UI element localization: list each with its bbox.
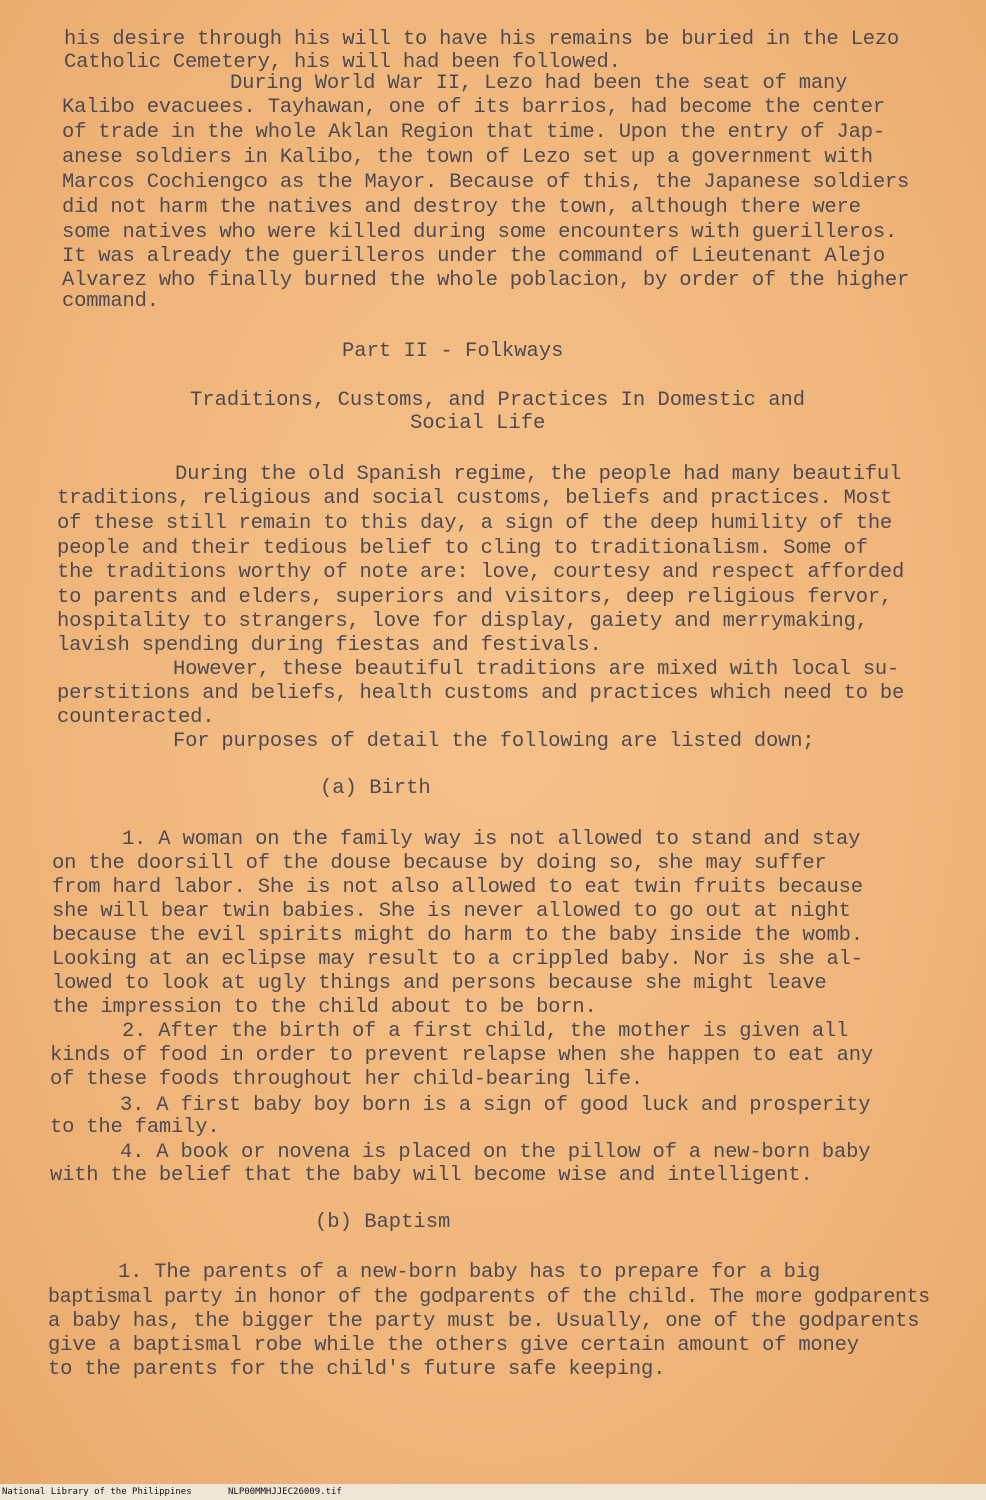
text-line: people and their tedious belief to cling to traditionalism. Some of: [57, 537, 868, 560]
text-line: to the parents for the child's future safe keeping.: [48, 1358, 666, 1381]
text-line: 4. A book or novena is placed on the pillow of a new-born baby: [120, 1141, 871, 1164]
text-line: hospitality to strangers, love for display, gaiety and merrymaking,: [57, 610, 868, 633]
text-line: anese soldiers in Kalibo, the town of Lezo set up a government with: [62, 146, 873, 169]
birth-heading: (a) Birth: [320, 777, 431, 800]
text-line: lavish spending during fiestas and festivals.: [57, 634, 602, 657]
file-name: NLP00MMHJJEC26009.tif: [228, 1487, 342, 1497]
text-line: to the family.: [50, 1116, 220, 1139]
baptism-heading: (b) Baptism: [315, 1211, 451, 1234]
text-line: did not harm the natives and destroy the town, although there were: [62, 196, 861, 219]
text-line: 1. A woman on the family way is not allowed to stand and stay: [122, 828, 861, 851]
text-line: 3. A first baby boy born is a sign of good luck and prosperity: [120, 1094, 871, 1117]
text-line: the traditions worthy of note are: love, courtesy and respect afforded: [57, 561, 905, 584]
text-line: command.: [62, 290, 159, 313]
text-line: However, these beautiful traditions are mixed with local su-: [173, 658, 900, 681]
text-line: the impression to the child about to be born.: [52, 996, 597, 1019]
text-line: For purposes of detail the following are listed down;: [173, 730, 815, 753]
text-line: lowed to look at ugly things and persons because she might leave: [52, 972, 827, 995]
text-line: 1. The parents of a new-born baby has to prepare for a big: [118, 1261, 820, 1284]
text-line: some natives who were killed during some encounters with guerilleros.: [62, 221, 898, 244]
text-line: traditions, religious and social customs, beliefs and practices. Most: [57, 487, 893, 510]
text-line: give a baptismal robe while the others give certain amount of money: [48, 1334, 859, 1357]
text-line: of these still remain to this day, a sign of the deep humility of the: [57, 512, 893, 535]
text-line: a baby has, the bigger the party must be. Usually, one of the godparents: [48, 1310, 920, 1333]
text-line: of these foods throughout her child-bearing life.: [50, 1068, 643, 1091]
text-line: It was already the guerilleros under the command of Lieutenant Alejo: [62, 245, 885, 268]
text-line: Kalibo evacuees. Tayhawan, one of its barrios, had become the center: [62, 96, 885, 119]
text-line: Alvarez who finally burned the whole poblacion, by order of the higher: [62, 269, 910, 292]
library-credit: National Library of the Philippines: [2, 1487, 192, 1497]
text-line: to parents and elders, superiors and visitors, deep religious fervor,: [57, 586, 893, 609]
text-line: from hard labor. She is not also allowed to eat twin fruits because: [52, 876, 863, 899]
text-line: Looking at an eclipse may result to a crippled baby. Nor is she al-: [52, 948, 863, 971]
text-line: Catholic Cemetery, his will had been followed.: [64, 51, 621, 74]
scan-footer: [0, 1484, 986, 1500]
text-line: During World War II, Lezo had been the seat of many: [230, 72, 848, 95]
section-heading: Traditions, Customs, and Practices In Domestic and: [190, 389, 806, 412]
text-line: because the evil spirits might do harm to the baby inside the womb.: [52, 924, 863, 947]
text-line: baptismal party in honor of the godparents of the child. The more godparents: [48, 1286, 930, 1309]
text-line: Marcos Cochiengco as the Mayor. Because of this, the Japanese soldiers: [62, 171, 910, 194]
text-line: 2. After the birth of a first child, the mother is given all: [122, 1020, 849, 1043]
section-heading: Social Life: [410, 412, 546, 435]
text-line: kinds of food in order to prevent relapse when she happen to eat any: [50, 1044, 873, 1067]
text-line: she will bear twin babies. She is never allowed to go out at night: [52, 900, 851, 923]
text-line: his desire through his will to have his remains be buried in the Lezo: [64, 28, 900, 51]
text-line: of trade in the whole Aklan Region that time. Upon the entry of Jap-: [62, 121, 885, 144]
text-line: counteracted.: [57, 706, 215, 729]
text-line: with the belief that the baby will become wise and intelligent.: [50, 1164, 813, 1187]
text-line: During the old Spanish regime, the people had many beautiful: [175, 463, 902, 486]
part-heading: Part II - Folkways: [342, 340, 564, 363]
text-line: perstitions and beliefs, health customs and practices which need to be: [57, 682, 905, 705]
text-line: on the doorsill of the douse because by doing so, she may suffer: [52, 852, 827, 875]
